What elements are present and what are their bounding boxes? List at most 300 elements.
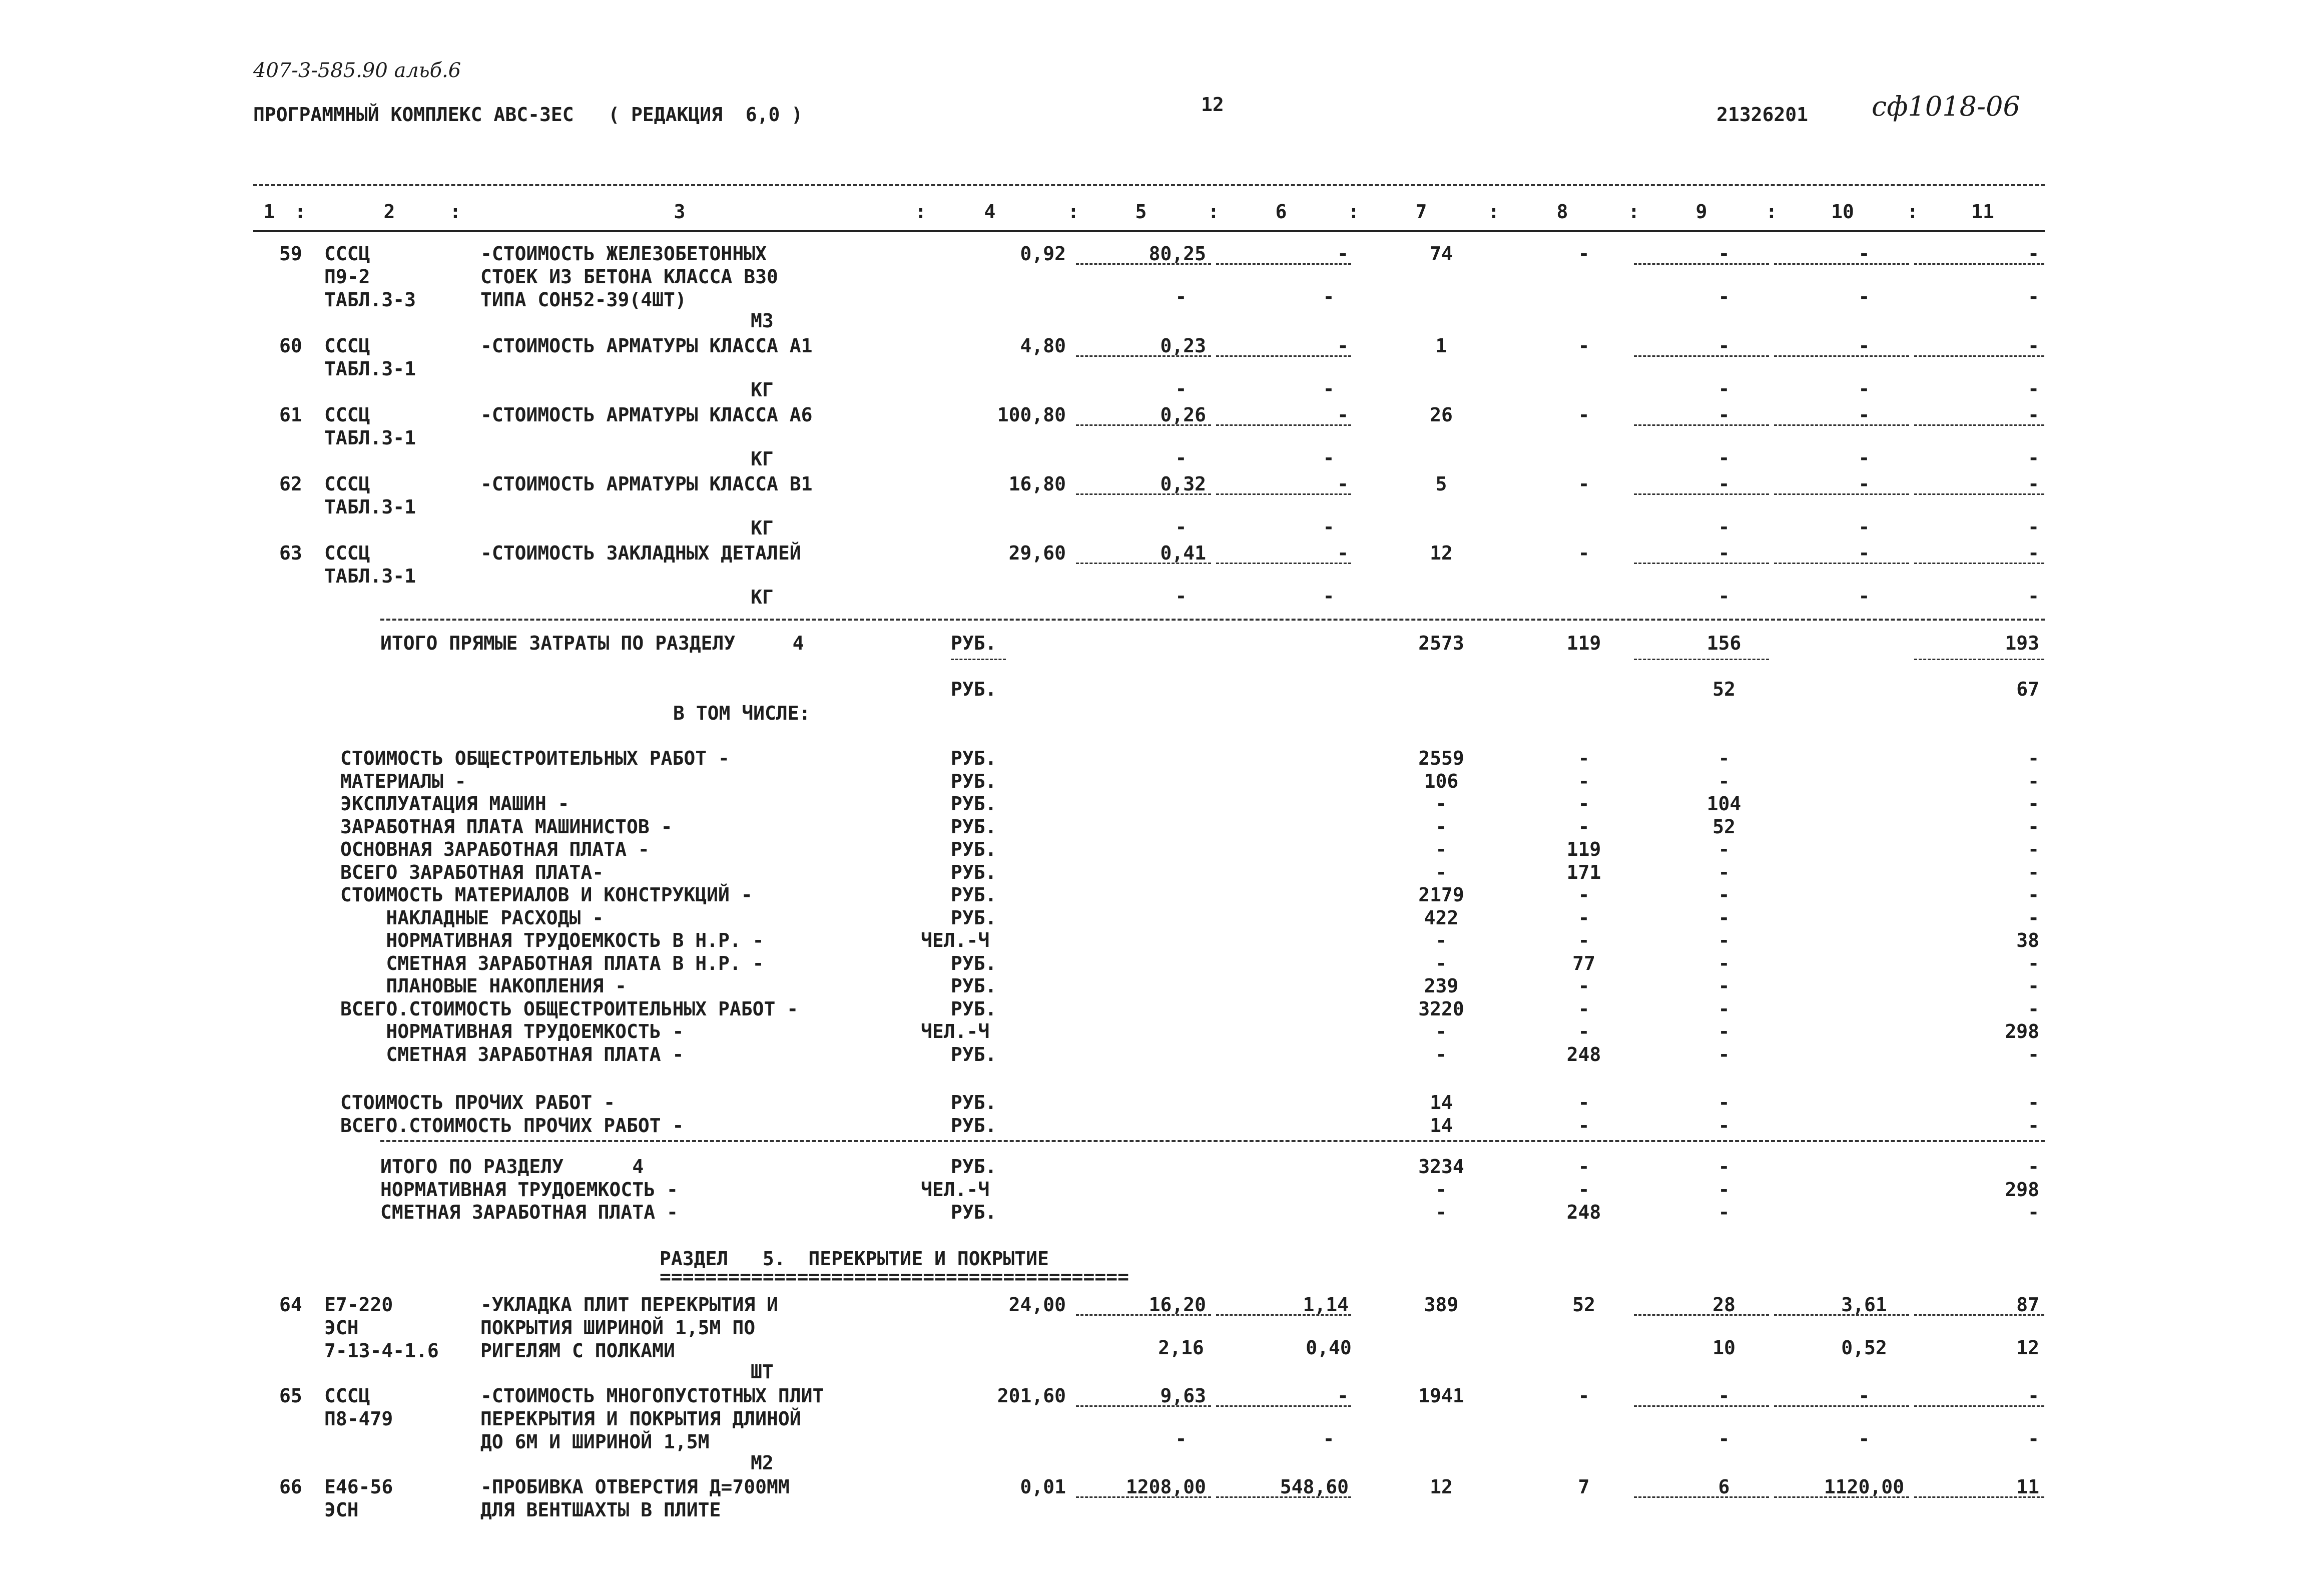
row-col11: - xyxy=(2028,243,2039,265)
summary-label: СМЕТНАЯ ЗАРАБОТНАЯ ПЛАТА В Н.Р. - xyxy=(340,952,764,974)
row-sub-5: - xyxy=(1175,378,1187,400)
summary-7: 14 xyxy=(1430,1092,1453,1114)
row-number: 62 xyxy=(279,473,302,495)
summary-7: - xyxy=(1435,861,1447,883)
summary-7: - xyxy=(1435,838,1447,860)
summary-11: - xyxy=(2028,1114,2039,1137)
row-sub-5: - xyxy=(1175,585,1187,607)
total-unit: ЧЕЛ.-Ч xyxy=(921,1178,990,1201)
summary-8: - xyxy=(1578,1020,1590,1042)
summary-8: - xyxy=(1578,1092,1590,1114)
row-code: ТАБЛ.3-1 xyxy=(324,358,416,380)
row-divider xyxy=(1774,563,1909,564)
row-quantity: 201,60 xyxy=(997,1385,1066,1407)
summary-9: - xyxy=(1718,975,1730,997)
row-machines: - xyxy=(1718,542,1730,564)
row-code: СССЦ xyxy=(324,404,370,426)
section-total-label: ИТОГО ПРЯМЫЕ ЗАТРАТЫ ПО РАЗДЕЛУ 4 xyxy=(380,632,804,654)
summary-unit: РУБ. xyxy=(951,906,997,929)
row-code: 7-13-4-1.6 xyxy=(324,1340,439,1362)
row-unit-cost: 16,20 xyxy=(1148,1294,1206,1316)
summary-unit: РУБ. xyxy=(951,997,997,1020)
row-machines: - xyxy=(1718,404,1730,426)
row-col11: 11 xyxy=(2016,1476,2039,1498)
summary-11: - xyxy=(2028,906,2039,929)
header-bottom-line xyxy=(253,230,2045,232)
row-code: ЭСН xyxy=(324,1317,359,1339)
summary-9: - xyxy=(1718,906,1730,929)
row-sub-9: - xyxy=(1718,1428,1730,1450)
row-number: 59 xyxy=(279,243,302,265)
row-col10: - xyxy=(1858,404,1870,426)
row-divider xyxy=(1634,493,1769,495)
row-divider xyxy=(1914,1405,2044,1407)
summary-11: - xyxy=(2028,861,2039,883)
row-col11: - xyxy=(2028,542,2039,564)
row-sub-9: - xyxy=(1718,447,1730,469)
row-wages: - xyxy=(1578,243,1590,265)
total-unit: РУБ. xyxy=(951,1156,997,1178)
summary-7: 239 xyxy=(1424,975,1459,997)
summary-11: - xyxy=(2028,997,2039,1020)
section-title-underline: ========================================= xyxy=(660,1266,1129,1288)
summary-7: - xyxy=(1435,815,1447,838)
row-sub-5: - xyxy=(1175,516,1187,538)
row-col11: 87 xyxy=(2016,1294,2039,1316)
summary-9: - xyxy=(1718,929,1730,951)
section-total-unit: РУБ. xyxy=(951,632,997,654)
row-unit: М2 xyxy=(751,1452,774,1474)
summary-9: 104 xyxy=(1706,793,1742,815)
summary-9: - xyxy=(1718,1043,1730,1066)
row-code: СССЦ xyxy=(324,473,370,495)
row-sub-5: - xyxy=(1175,286,1187,308)
row-description: -СТОИМОСТЬ ЖЕЛЕЗОБЕТОННЫХ xyxy=(480,243,767,265)
summary-unit: РУБ. xyxy=(951,884,997,906)
summary-unit: РУБ. xyxy=(951,952,997,974)
row-divider xyxy=(1914,1496,2044,1498)
row-description: -ПРОБИВКА ОТВЕРСТИЯ Д=700ММ xyxy=(480,1476,790,1498)
row-wages: 7 xyxy=(1578,1476,1590,1498)
row-divider xyxy=(1076,424,1211,426)
row-sub-9: - xyxy=(1718,286,1730,308)
row-divider xyxy=(1634,563,1769,564)
row-description: -СТОИМОСТЬ АРМАТУРЫ КЛАССА А1 xyxy=(480,335,813,357)
row-sub-6: - xyxy=(1323,286,1335,308)
row-machines: 6 xyxy=(1718,1476,1730,1498)
summary-8: 171 xyxy=(1566,861,1601,883)
column-header-5: 5 xyxy=(1135,201,1147,223)
row-divider xyxy=(1076,1405,1211,1407)
row-divider xyxy=(1774,493,1909,495)
row-sub-10: - xyxy=(1858,585,1870,607)
row-divider xyxy=(1774,1314,1909,1316)
row-total-cost: 1 xyxy=(1435,335,1447,357)
column-header-1: 1 xyxy=(263,201,275,223)
row-divider xyxy=(1634,355,1769,357)
row-col11: - xyxy=(2028,335,2039,357)
table-top-line xyxy=(253,184,2045,186)
row-divider xyxy=(1216,355,1351,357)
row-description: СТОЕК ИЗ БЕТОНА КЛАССА В30 xyxy=(480,266,778,288)
row-sub-9: - xyxy=(1718,585,1730,607)
column-header-7: 7 xyxy=(1415,201,1427,223)
summary-label: ВСЕГО ЗАРАБОТНАЯ ПЛАТА- xyxy=(340,861,604,883)
row-divider xyxy=(1076,355,1211,357)
section-total-underline xyxy=(951,659,1006,660)
row-sub-9: 10 xyxy=(1712,1337,1736,1359)
total-11: 298 xyxy=(2005,1178,2039,1201)
summary-9: - xyxy=(1718,884,1730,906)
row-code: ТАБЛ.3-1 xyxy=(324,565,416,587)
summary-label: НАКЛАДНЫЕ РАСХОДЫ - xyxy=(340,906,604,929)
row-machines: - xyxy=(1718,1385,1730,1407)
total-label: НОРМАТИВНАЯ ТРУДОЕМКОСТЬ - xyxy=(380,1178,678,1201)
row-code: ЭСН xyxy=(324,1499,359,1521)
row-machines: - xyxy=(1718,243,1730,265)
row-sub-10: - xyxy=(1858,1428,1870,1450)
row-code: ТАБЛ.3-1 xyxy=(324,496,416,518)
row-divider xyxy=(1634,424,1769,426)
section-total-7: 2573 xyxy=(1418,632,1464,654)
row-machine-cost: 548,60 xyxy=(1280,1476,1349,1498)
row-col11: - xyxy=(2028,404,2039,426)
summary-7: - xyxy=(1435,793,1447,815)
row-sub-11: - xyxy=(2028,286,2039,308)
row-description: -СТОИМОСТЬ АРМАТУРЫ КЛАССА В1 xyxy=(480,473,813,495)
row-divider xyxy=(1634,1496,1769,1498)
row-description: -СТОИМОСТЬ АРМАТУРЫ КЛАССА А6 xyxy=(480,404,813,426)
row-divider xyxy=(1914,263,2044,265)
row-divider xyxy=(1076,493,1211,495)
summary-8: 77 xyxy=(1572,952,1595,974)
total-label: ИТОГО ПО РАЗДЕЛУ 4 xyxy=(380,1156,644,1178)
row-total-cost: 26 xyxy=(1430,404,1453,426)
row-code: СССЦ xyxy=(324,335,370,357)
summary-11: - xyxy=(2028,793,2039,815)
summary-label: НОРМАТИВНАЯ ТРУДОЕМКОСТЬ В Н.Р. - xyxy=(340,929,764,951)
summary-label: СМЕТНАЯ ЗАРАБОТНАЯ ПЛАТА - xyxy=(340,1043,684,1066)
summary-8: - xyxy=(1578,770,1590,792)
section-total-11b: 67 xyxy=(2016,678,2039,700)
section-title: РАЗДЕЛ 5. ПЕРЕКРЫТИЕ И ПОКРЫТИЕ xyxy=(660,1248,1049,1270)
column-header-3: 3 xyxy=(674,201,686,223)
row-description: ДО 6М И ШИРИНОЙ 1,5М xyxy=(480,1431,710,1453)
summary-9: - xyxy=(1718,861,1730,883)
summary-11: - xyxy=(2028,1092,2039,1114)
row-sub-6: - xyxy=(1323,378,1335,400)
document-code: 407-3-585.90 альб.6 xyxy=(253,59,461,82)
handwritten-stamp: сф1018-06 xyxy=(1872,91,2020,122)
row-divider xyxy=(1216,263,1351,265)
row-description: -СТОИМОСТЬ ЗАКЛАДНЫХ ДЕТАЛЕЙ xyxy=(480,542,801,564)
column-separator: : xyxy=(1208,201,1220,223)
row-sub-10: 0,52 xyxy=(1841,1337,1887,1359)
row-machines: 28 xyxy=(1712,1294,1736,1316)
column-separator: : xyxy=(294,201,306,223)
section-total-8: 119 xyxy=(1566,632,1601,654)
row-code: П8-479 xyxy=(324,1408,393,1430)
total-9: - xyxy=(1718,1201,1730,1223)
summary-unit: РУБ. xyxy=(951,838,997,860)
summary-7: - xyxy=(1435,1043,1447,1066)
row-unit-cost: 0,41 xyxy=(1160,542,1206,564)
row-divider xyxy=(1216,493,1351,495)
column-separator: : xyxy=(449,201,461,223)
section-total-underline xyxy=(1914,659,2044,660)
row-total-cost: 12 xyxy=(1430,542,1453,564)
summary-8: - xyxy=(1578,975,1590,997)
row-divider xyxy=(1634,263,1769,265)
row-code: СССЦ xyxy=(324,542,370,564)
column-separator: : xyxy=(915,201,927,223)
row-col11: - xyxy=(2028,1385,2039,1407)
section-divider xyxy=(380,1140,2045,1142)
summary-label: МАТЕРИАЛЫ - xyxy=(340,770,466,792)
row-description: -СТОИМОСТЬ МНОГОПУСТОТНЫХ ПЛИТ xyxy=(480,1385,824,1407)
summary-7: 14 xyxy=(1430,1114,1453,1137)
total-7: - xyxy=(1435,1201,1447,1223)
row-sub-9: - xyxy=(1718,516,1730,538)
row-sub-5: - xyxy=(1175,447,1187,469)
row-wages: 52 xyxy=(1572,1294,1595,1316)
row-total-cost: 12 xyxy=(1430,1476,1453,1498)
row-col10: 1120,00 xyxy=(1824,1476,1905,1498)
column-header-10: 10 xyxy=(1831,201,1854,223)
row-number: 64 xyxy=(279,1294,302,1316)
column-header-6: 6 xyxy=(1275,201,1287,223)
summary-11: 298 xyxy=(2005,1020,2039,1042)
row-divider xyxy=(1774,1496,1909,1498)
total-11: - xyxy=(2028,1156,2039,1178)
row-wages: - xyxy=(1578,473,1590,495)
row-wages: - xyxy=(1578,404,1590,426)
summary-9: - xyxy=(1718,1092,1730,1114)
summary-8: 248 xyxy=(1566,1043,1601,1066)
section-total-9b: 52 xyxy=(1712,678,1736,700)
summary-8: - xyxy=(1578,997,1590,1020)
row-description: ПОКРЫТИЯ ШИРИНОЙ 1,5М ПО xyxy=(480,1317,756,1339)
column-header-4: 4 xyxy=(984,201,996,223)
total-label: СМЕТНАЯ ЗАРАБОТНАЯ ПЛАТА - xyxy=(380,1201,678,1223)
order-number: 21326201 xyxy=(1716,104,1809,126)
summary-11: 38 xyxy=(2016,929,2039,951)
summary-11: - xyxy=(2028,1043,2039,1066)
row-sub-6: - xyxy=(1323,1428,1335,1450)
summary-9: - xyxy=(1718,770,1730,792)
section-total-9: 156 xyxy=(1706,632,1742,654)
column-separator: : xyxy=(1067,201,1079,223)
row-unit: КГ xyxy=(751,517,774,539)
row-divider xyxy=(1076,263,1211,265)
row-quantity: 29,60 xyxy=(1008,542,1066,564)
row-col10: - xyxy=(1858,1385,1870,1407)
summary-unit: ЧЕЛ.-Ч xyxy=(921,1020,990,1042)
row-col10: - xyxy=(1858,473,1870,495)
row-divider xyxy=(1634,1314,1769,1316)
row-description: ТИПА СОН52-39(4ШТ) xyxy=(480,289,687,311)
total-9: - xyxy=(1718,1156,1730,1178)
section-divider xyxy=(380,619,2045,621)
row-wages: - xyxy=(1578,1385,1590,1407)
section-total-unit-2: РУБ. xyxy=(951,678,997,700)
row-col10: 3,61 xyxy=(1841,1294,1887,1316)
summary-label: СТОИМОСТЬ ОБЩЕСТРОИТЕЛЬНЫХ РАБОТ - xyxy=(340,747,730,769)
summary-9: 52 xyxy=(1712,815,1736,838)
row-col10: - xyxy=(1858,243,1870,265)
row-machine-cost: - xyxy=(1337,404,1349,426)
row-divider xyxy=(1216,563,1351,564)
row-quantity: 4,80 xyxy=(1020,335,1066,357)
summary-unit: ЧЕЛ.-Ч xyxy=(921,929,990,951)
row-total-cost: 74 xyxy=(1430,243,1453,265)
summary-9: - xyxy=(1718,952,1730,974)
row-col11: - xyxy=(2028,473,2039,495)
row-machine-cost: - xyxy=(1337,542,1349,564)
summary-8: - xyxy=(1578,1114,1590,1137)
row-sub-11: - xyxy=(2028,447,2039,469)
row-divider xyxy=(1076,1496,1211,1498)
summary-11: - xyxy=(2028,884,2039,906)
row-unit-cost: 9,63 xyxy=(1160,1385,1206,1407)
total-8: - xyxy=(1578,1178,1590,1201)
row-divider xyxy=(1914,493,2044,495)
row-sub-11: 12 xyxy=(2016,1337,2039,1359)
row-machine-cost: - xyxy=(1337,335,1349,357)
row-machines: - xyxy=(1718,335,1730,357)
row-sub-6: - xyxy=(1323,516,1335,538)
summary-unit: РУБ. xyxy=(951,747,997,769)
summary-11: - xyxy=(2028,770,2039,792)
row-number: 66 xyxy=(279,1476,302,1498)
summary-label: ЭКСПЛУАТАЦИЯ МАШИН - xyxy=(340,793,569,815)
row-divider xyxy=(1914,424,2044,426)
row-number: 60 xyxy=(279,335,302,357)
row-divider xyxy=(1634,1405,1769,1407)
row-machine-cost: - xyxy=(1337,243,1349,265)
summary-unit: РУБ. xyxy=(951,1114,997,1137)
column-header-11: 11 xyxy=(1971,201,1994,223)
row-unit: КГ xyxy=(751,448,774,470)
row-description: РИГЕЛЯМ С ПОЛКАМИ xyxy=(480,1340,675,1362)
row-divider xyxy=(1216,1405,1351,1407)
row-code: ТАБЛ.3-3 xyxy=(324,289,416,311)
total-7: - xyxy=(1435,1178,1447,1201)
row-sub-11: - xyxy=(2028,1428,2039,1450)
summary-7: 422 xyxy=(1424,906,1459,929)
summary-unit: РУБ. xyxy=(951,1043,997,1066)
summary-label: ОСНОВНАЯ ЗАРАБОТНАЯ ПЛАТА - xyxy=(340,838,650,860)
row-sub-10: - xyxy=(1858,286,1870,308)
row-machine-cost: - xyxy=(1337,1385,1349,1407)
summary-9: - xyxy=(1718,997,1730,1020)
row-sub-10: - xyxy=(1858,516,1870,538)
row-wages: - xyxy=(1578,335,1590,357)
row-total-cost: 5 xyxy=(1435,473,1447,495)
summary-label: СТОИМОСТЬ ПРОЧИХ РАБОТ - xyxy=(340,1092,616,1114)
summary-8: - xyxy=(1578,747,1590,769)
section-total-underline xyxy=(1634,659,1769,660)
row-code: ТАБЛ.3-1 xyxy=(324,427,416,449)
summary-9: - xyxy=(1718,1114,1730,1137)
summary-label: СТОИМОСТЬ МАТЕРИАЛОВ И КОНСТРУКЦИЙ - xyxy=(340,884,753,906)
row-divider xyxy=(1216,1496,1351,1498)
row-code: Е46-56 xyxy=(324,1476,393,1498)
summary-8: - xyxy=(1578,906,1590,929)
row-divider xyxy=(1774,355,1909,357)
row-divider xyxy=(1076,1314,1211,1316)
row-total-cost: 1941 xyxy=(1418,1385,1464,1407)
column-separator: : xyxy=(1628,201,1640,223)
summary-unit: РУБ. xyxy=(951,1092,997,1114)
total-9: - xyxy=(1718,1178,1730,1201)
row-unit-cost: 1208,00 xyxy=(1125,1476,1206,1498)
row-unit-cost: 80,25 xyxy=(1148,243,1206,265)
total-unit: РУБ. xyxy=(951,1201,997,1223)
summary-8: - xyxy=(1578,793,1590,815)
summary-9: - xyxy=(1718,1020,1730,1042)
row-sub-6: - xyxy=(1323,585,1335,607)
summary-9: - xyxy=(1718,747,1730,769)
summary-unit: РУБ. xyxy=(951,793,997,815)
total-8: 248 xyxy=(1566,1201,1601,1223)
summary-label: ПЛАНОВЫЕ НАКОПЛЕНИЯ - xyxy=(340,975,627,997)
summary-label: ВСЕГО.СТОИМОСТЬ ПРОЧИХ РАБОТ - xyxy=(340,1114,684,1137)
row-code: П9-2 xyxy=(324,266,370,288)
row-quantity: 16,80 xyxy=(1008,473,1066,495)
row-sub-5: - xyxy=(1175,1428,1187,1450)
summary-7: 106 xyxy=(1424,770,1459,792)
row-machine-cost: - xyxy=(1337,473,1349,495)
row-sub-10: - xyxy=(1858,378,1870,400)
summary-7: - xyxy=(1435,952,1447,974)
summary-8: 119 xyxy=(1566,838,1601,860)
row-divider xyxy=(1216,424,1351,426)
column-header-9: 9 xyxy=(1695,201,1707,223)
row-code: СССЦ xyxy=(324,1385,370,1407)
total-7: 3234 xyxy=(1418,1156,1464,1178)
row-number: 61 xyxy=(279,404,302,426)
row-sub-6: 0,40 xyxy=(1306,1337,1352,1359)
program-title: ПРОГРАММНЫЙ КОМПЛЕКС АВС-3ЕС ( РЕДАКЦИЯ 6,0 ) xyxy=(253,104,803,126)
page-number: 12 xyxy=(1201,94,1224,116)
total-8: - xyxy=(1578,1156,1590,1178)
row-divider xyxy=(1914,355,2044,357)
row-divider xyxy=(1774,1405,1909,1407)
row-divider xyxy=(1774,263,1909,265)
column-separator: : xyxy=(1488,201,1500,223)
row-sub-5: 2,16 xyxy=(1158,1337,1204,1359)
column-header-8: 8 xyxy=(1556,201,1568,223)
section-total-11: 193 xyxy=(2005,632,2039,654)
row-unit: КГ xyxy=(751,586,774,608)
row-quantity: 24,00 xyxy=(1008,1294,1066,1316)
column-separator: : xyxy=(1907,201,1919,223)
row-code: СССЦ xyxy=(324,243,370,265)
summary-11: - xyxy=(2028,747,2039,769)
summary-label: ВСЕГО.СТОИМОСТЬ ОБЩЕСТРОИТЕЛЬНЫХ РАБОТ - xyxy=(340,997,799,1020)
summary-label: ЗАРАБОТНАЯ ПЛАТА МАШИНИСТОВ - xyxy=(340,815,673,838)
row-number: 65 xyxy=(279,1385,302,1407)
column-separator: : xyxy=(1348,201,1360,223)
summary-unit: РУБ. xyxy=(951,861,997,883)
row-quantity: 0,92 xyxy=(1020,243,1066,265)
row-divider xyxy=(1914,1314,2044,1316)
row-sub-11: - xyxy=(2028,585,2039,607)
row-quantity: 0,01 xyxy=(1020,1476,1066,1498)
row-divider xyxy=(1914,563,2044,564)
summary-unit: РУБ. xyxy=(951,815,997,838)
